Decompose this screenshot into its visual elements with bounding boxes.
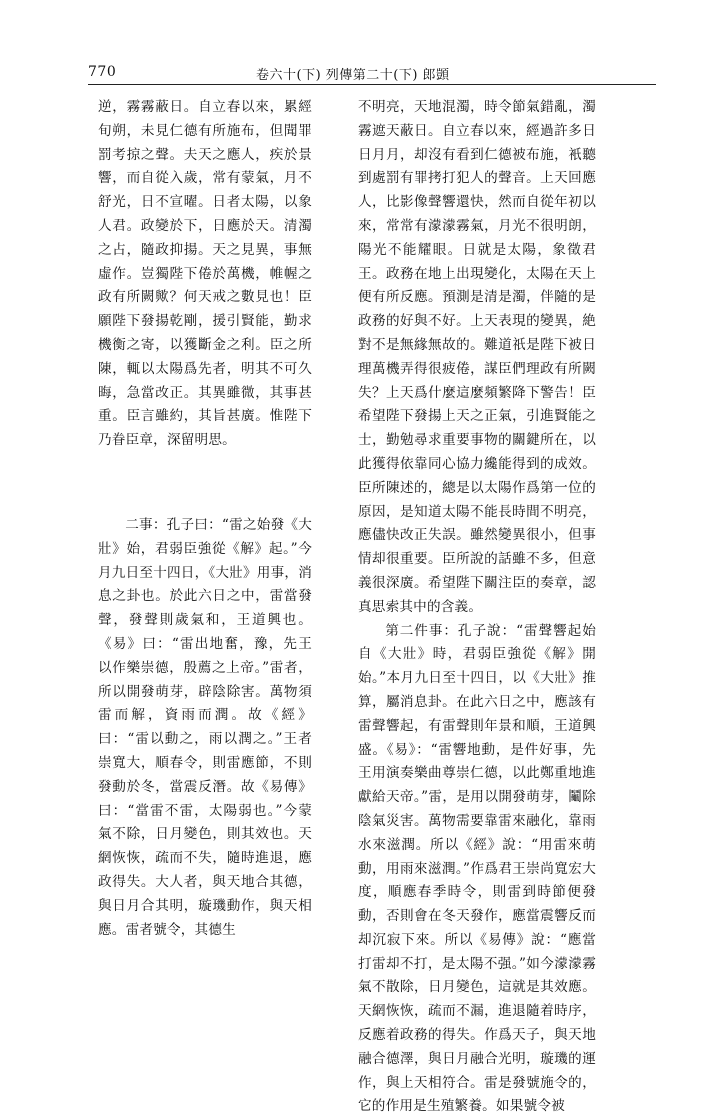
left-column-classical-text [98, 96, 312, 938]
page-header [66, 62, 656, 86]
left-paragraph-2: 二事：孔子曰：“雷之始發《大壯》始，君弱臣強從《解》起。”今月九日至十四日，《大壯》用事，消息之卦也。於此六日之中，雷當發聲，發聲則歲氣和，王道興也。《易》曰：“雷出地奮，豫，先王以作樂崇德，殷薦之上帝。”雷者，所以開發萌芽，辟陰除害。萬物須雷而解，資雨而潤。故《經》曰：“雷以動之，雨以潤之。”王者崇寬大，順春令，則雷應節，不則發動於冬，當震反潛。故《易傳》曰：“當雷不雷，太陽弱也。”今蒙氣不除，日月變色，則其效也。天網恢恢，疏而不失，隨時進退，應政得失。大人者，與天地合其德，與日月合其明，璇璣動作，與天相應。雷者號令，其德生 [98, 517, 312, 938]
left-paragraph-1: 逆，霧霧蔽日。自立春以來，累經旬朔，未見仁德有所施布，但聞罪罰考掠之聲。夫天之應人，疾於景響，而自從入歲，常有蒙氣，月不舒光，日不宣曜。日者太陽，以象人君。政變於下，日應於天。清濁之占，隨政抑揚。天之見異，事無虛作。豈獨陛下倦於萬機，帷幄之政有所闕歟？何天戒之數見也！臣願陛下發揚乾剛，援引賢能，勤求機衡之寄，以獲斷金之利。臣之所陳，輒以太陽爲先者，明其不可久晦，急當改正。其異雖微，其事甚重。臣言雖約，其旨甚廣。惟陛下乃眷臣章，深留明思。 [98, 99, 312, 449]
header-rule [88, 84, 656, 85]
running-head: 卷六十(下) 列傳第二十(下) 郎顗 [256, 68, 450, 83]
right-paragraph-1: 不明亮，天地混濁，時令節氣錯亂，濁霧遮天蔽日。自立春以來，經過許多日日月月，却沒有看到仁德被布施，衹聽到處罰有罪拷打犯人的聲音。上天回應人，比影像聲響還快，然而自從年初以來，常常有濛濛霧氣，月光不很明朗，陽光不能耀眼。日就是太陽，象徵君王。政務在地上出現變化，太陽在天上便有所反應。預測是清是濁，伴隨的是政務的好與不好。上天表現的變異，絶對不是無緣無故的。難道祇是陛下被日理萬機弄得很疲倦，謀臣們理政有所闕失？上天爲什麼這麼頻繁降下警告！臣希望陛下發揚上天之正氣，引進賢能之士，勤勉尋求重要事物的關鍵所在，以此獲得依靠同心協力纔能得到的成效。臣所陳述的，總是以太陽作爲第一位的原因，是知道太陽不能長時間不明亮，應儘快改正失誤。雖然變異很小，但事情却很重要。臣所說的話雖不多，但意義很深廣。希望陛下關注臣的奏章，認真思索其中的含義。 [358, 99, 596, 615]
right-column-translation [358, 96, 596, 1119]
page-number: 770 [88, 64, 117, 80]
right-paragraph-2: 第二件事：孔子說：“雷聲響起始自《大壯》時，君弱臣強從《解》開始。”本月九日至十四日，以《大壯》推算，屬消息卦。在此六日之中，應該有雷聲響起，有雷聲則年景和順，王道興盛。《易》：“雷響地動，是件好事，先王用演奏樂曲尊崇仁德，以此鄭重地進獻給天帝。”雷，是用以開發萌芽，鬮除陰氣災害。萬物需要靠雷來融化，靠雨水來滋潤。所以《經》說：“用雷來萌動，用雨來滋潤。”作爲君王崇尚寬宏大度，順應春季時令，則雷到時節便發動，否則會在冬天發作，應當震響反而却沉寂下來。所以《易傳》說：“應當打雷却不打，是太陽不强。”如今濛濛霧氣不散除，日月變色，這就是其效應。天網恢恢，疏而不漏，進退隨着時序，反應着政務的得失。作爲天子，與天地融合德澤，與日月融合光明，璇璣的運作，與上天相符合。雷是發號施令的，它的作用是生殖繁養。如果號令被 [358, 622, 596, 1115]
